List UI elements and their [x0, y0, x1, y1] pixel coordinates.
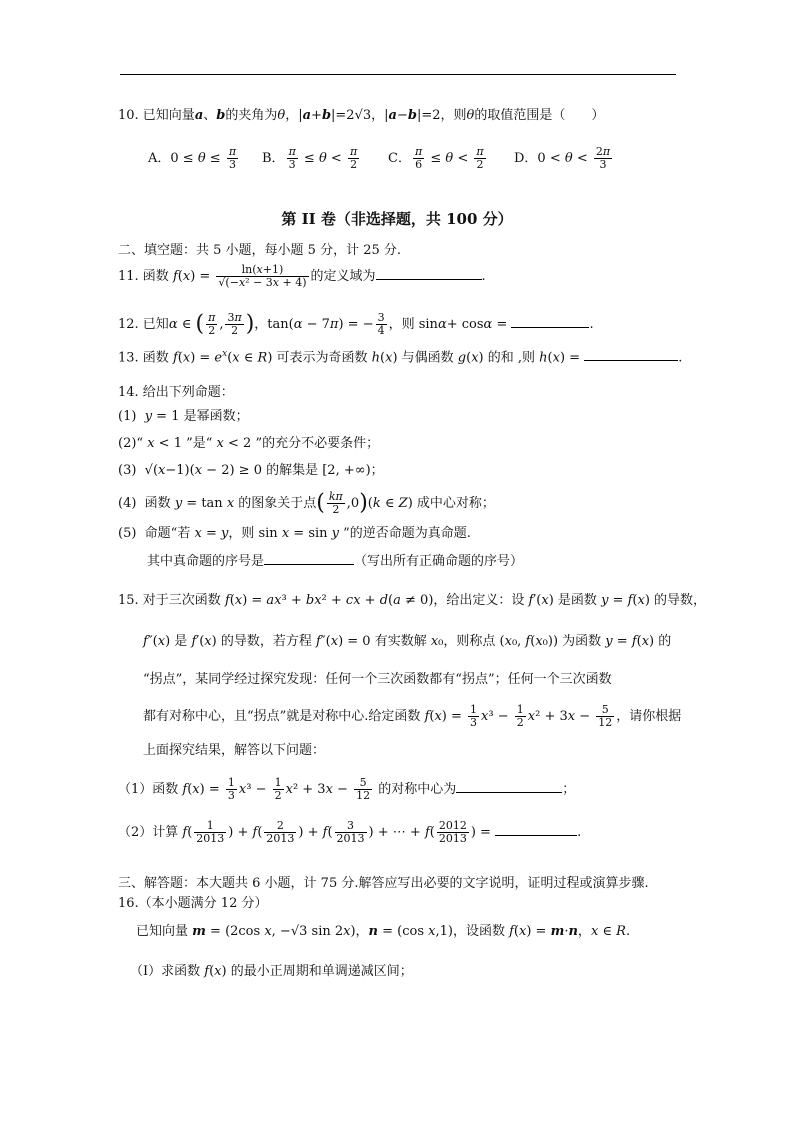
question-13: 13. 函数 $f(x) = e^x(x$ ∈ R) 可表示为奇函数 h(x) 与偶函数 g(x) 的和 ,则 h(x) = .	[118, 349, 683, 366]
question-14-answer-line: 其中真命题的序号是 （写出所有正确命题的序号）	[147, 554, 524, 569]
part-2-title: 第 II 卷（非选择题，共 100 分）	[281, 210, 513, 228]
question-14-item-4: (4) 函数 y = tan x 的图象关于点( $\frac{k\pi}{2}$ ,0)(k ∈ Z) 成中心对称；	[118, 490, 495, 516]
section-2-header: 二、填空题：共 5 小题，每小题 5 分，计 25 分.	[118, 243, 402, 258]
section-3-header: 三、解答题：本大题共 6 小题，计 75 分.解答应写出必要的文字说明，证明过程或演算步骤.	[118, 876, 649, 891]
top-rule	[120, 74, 676, 75]
question-15-sub-1: （1）函数 f(x) = $\frac{1}{3}$ x³ − $\frac{1}{2}$ x² + 3x − $\frac{5}{12}$ 的对称中心为 ；	[118, 776, 576, 802]
question-14-item-1: (1) y = 1 是幂函数；	[118, 409, 249, 424]
question-10-option-a: A．0 ≤ θ ≤ $\frac{\pi}{3}$	[148, 145, 237, 171]
question-15-line-2: f″(x) 是 f′(x) 的导数，若方程 f″(x) = 0 有实数解 x₀，则称点 (x₀, f(x₀)) 为函数 y = f(x) 的	[143, 634, 672, 649]
question-16-body: 已知向量 m = (2cos x, −√3 sin 2x)，n = (cos x,1)，设函数 f(x) = m·n，x ∈ R.	[136, 924, 631, 939]
question-14-stem: 14. 给出下列命题：	[118, 385, 234, 400]
question-14-item-3: (3) √(x−1)(x − 2) ≥ 0 的解集是 [2, +∞)；	[118, 463, 384, 478]
question-11: 11. 函数 f(x) = $\frac{\ln(x+1)}{\text{√(−x² − 3x + 4)}}$ 的定义域为 .	[118, 263, 486, 289]
question-10-stem: 10. 已知向量a、b的夹角为θ，|a+b|=2√3，|a−b|=2，则θ的取值范围是（ ）	[118, 108, 605, 123]
question-14-item-5: (5) 命题“若 x = y，则 sin x = sin y ”的逆否命题为真命题.	[118, 526, 471, 541]
question-10-option-d: D．0 < θ < $\frac{2\pi}{3}$	[514, 145, 611, 171]
question-15-sub-2: （2）计算 f( $\frac{1}{2013}$ ) + f( $\frac{2}{2013}$ ) + f( $\frac{3}{2013}$ ) + ⋯ + f( $\frac{2012}{2013}$ ) = .	[118, 819, 582, 845]
question-14-item-2: (2)“ x < 1 ”是“ x < 2 ”的充分不必要条件；	[118, 436, 380, 451]
question-12: 12. 已知α ∈ ( $\frac{\pi}{2}$ , $\frac{3\pi}{2}$ )，tan(α − 7π) = − $\frac{3}{4}$ ，则 sinα+ cosα = .	[118, 311, 594, 337]
question-16-stem: 16.（本小题满分 12 分）	[118, 896, 268, 911]
question-15-line-1: 15. 对于三次函数 f(x) = ax³ + bx² + cx + d(a ≠ 0)，给出定义：设 f′(x) 是函数 y = f(x) 的导数，	[118, 593, 707, 608]
question-15-line-3: “拐点”，某同学经过探究发现：任何一个三次函数都有“拐点”；任何一个三次函数	[143, 672, 612, 687]
question-15-line-5: 上面探究结果，解答以下问题：	[143, 743, 326, 758]
question-16-part-1: （Ⅰ）求函数 f(x) 的最小正周期和单调递减区间；	[130, 964, 413, 979]
question-10-option-b: B． $\frac{\pi}{3}$ ≤ θ < $\frac{\pi}{2}$	[262, 145, 358, 171]
question-10-option-c: C． $\frac{\pi}{6}$ ≤ θ < $\frac{\pi}{2}$	[388, 145, 484, 171]
question-15-line-4: 都有对称中心，且“拐点”就是对称中心.给定函数 f(x) = $\frac{1}{3}$ x³ − $\frac{1}{2}$ x² + 3x − $\frac{5}{12}$ ，请你根据	[143, 703, 682, 729]
